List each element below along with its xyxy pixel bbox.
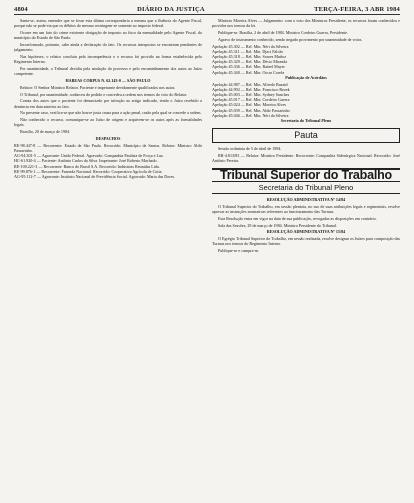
despachos-list: [14, 143, 202, 179]
left-column: [14, 18, 202, 503]
list-item: Apelação 44.992 — Rel. Min. Francisco Rezek: [212, 86, 290, 92]
paragraph: Publique-se. Brasília, 2 de abril de 1984. Ministro Cordeiro Guerra, Presidente.: [218, 30, 348, 35]
section-heading: RESOLUÇÃO ADMINISTRATIVA Nº 14/84: [266, 197, 346, 203]
list-item: AG-94.301-5 — Agravante: União Federal. Agravado: Companhia Paulista de Força e Luz.: [14, 153, 164, 159]
section-heading: HABEAS CORPUS N. 62.143-0 — SÃO PAULO: [65, 78, 151, 83]
secretaria-heading: Secretaria do Tribunal Pleno: [212, 182, 400, 194]
paragraph: Inconformado, portanto, cabe ainda a declaração do fato. Os recursos interpostos se encontram pendentes de julgamento.: [14, 42, 202, 53]
list-item: Apelação 44.987 — Rel. Min. Alfredo Buzaid: [212, 81, 288, 87]
paragraph: Relator: O Senhor Ministro Relator. Paciente e impetrante devidamente qualificados nos autos.: [20, 84, 176, 90]
list-item: Apelação 45.039 — Rel. Min. Aldir Passarinho: [212, 107, 290, 113]
list-item: RE-98.447-8 — Recorrente: Estado de São Paulo. Recorrido: Município de Santos. Relator: Ministro Aldir Passarinho.: [14, 142, 202, 153]
list-item: AG-95.112-7 — Agravante: Instituto Nacional de Previdência Social. Agravado: Maria das Dores.: [14, 174, 176, 179]
issue-date: TERÇA-FEIRA, 3 ABR 1984: [314, 6, 400, 13]
paragraph: Sala das Sessões, 29 de março de 1984. Ministro Presidente do Tribunal.: [218, 222, 337, 228]
paragraph: Esta Resolução entra em vigor na data de sua publicação, revogadas as disposições em contrário.: [218, 215, 377, 221]
paragraph: Publique-se e cumpra-se.: [218, 248, 260, 254]
paragraph: Agravo de instrumento conhecido, sendo negado provimento por unanimidade de votos.: [218, 36, 363, 42]
list-item: HC-61.920-4 — Paciente: Antônio Carlos da Silva. Impetrante: José Roberto Machado.: [14, 158, 158, 164]
right-column: [212, 18, 400, 503]
paragraph: Brasília, 20 de março de 1984.: [20, 129, 71, 135]
paragraph: Consta dos autos que o paciente foi denunciado por infração ao artigo indicado, tendo o Juízo recebido a denúncia em data anterior ao fato.: [14, 98, 202, 109]
list-item: Apelação 45.302 — Rel. Min. Néri da Silveira: [212, 43, 289, 49]
list-item: Apelação 45.329 — Rel. Min. Décio Miranda: [212, 59, 288, 65]
page-header: [14, 6, 400, 15]
paragraph: O Tribunal Superior do Trabalho, em sessão plenária, no uso de suas atribuições legais e regimentais, resolve aprovar as instruções normativas referentes ao funcionamento das Turmas.: [212, 203, 400, 215]
section-heading: Publicação de Acórdãos: [285, 74, 327, 80]
pauta-box: Pauta: [212, 128, 400, 143]
list-a: [212, 44, 400, 75]
paragraph: Nas hipóteses, o relator concluiu pela incompetência e o recurso foi provido na forma estabelecida pelo Regimento Interno.: [14, 54, 202, 65]
paragraph: Por unanimidade, o Tribunal decidiu pela anulação do processo e pelo encaminhamento dos autos ao Juízo competente.: [14, 66, 202, 77]
tst-title: Tribunal Superior do Trabalho: [212, 168, 400, 182]
list-item: Apelação 45.003 — Rel. Min. Sydney Sanches: [212, 92, 290, 98]
list-item: Apelação 45.336 — Rel. Min. Rafael Mayer: [212, 64, 285, 70]
page-number: 4804: [14, 6, 28, 13]
list-item: RE-99.876-1 — Recorrente: Fazenda Nacional. Recorrido: Cooperativa Agrícola de Cotia.: [14, 168, 163, 174]
paragraph: O Egrégio Tribunal Superior do Trabalho, em sessão realizada, resolve designar os Juízes para composição das Turmas nos termos do Regimento Interno.: [212, 236, 400, 247]
list-item: Apelação 45.311 — Rel. Min. Djaci Falcão: [212, 48, 284, 54]
paragraph: RR-4.813/83 — Relator: Ministro Presidente. Recorrente: Companhia Siderúrgica Nacional. Recorrido: José Antônio Pereira.: [212, 153, 400, 164]
signature-line: Secretaria do Tribunal Pleno: [280, 118, 332, 124]
list-b: [212, 82, 400, 118]
section-heading: DESPACHOS: [95, 135, 121, 141]
paragraph: Ocorre em um fato do crime existente obrigação de imposto ao fisco da mensalidade pelo Agente Fiscal, do município do Estado de São Paulo.: [14, 30, 202, 41]
paragraph: Não conhecido o recurso, comunique-se ao Juízo de origem e arquivem-se os autos após as formalidades legais.: [14, 117, 202, 128]
paragraph: No presente caso, verifica-se que não houve justa causa para a ação penal, razão pela qual se concede a ordem.: [20, 110, 202, 116]
paragraph: Santa-se, assim, entender que se fosse esta última corresponderia a mesma que a fluência do Agente Fiscal, porque não se pode-ria que os débitos do mesmo restringem-se somente ao imposto federal.: [14, 18, 202, 29]
list-item: Apelação 45.340 — Rel. Min. Oscar Corrêa: [212, 69, 285, 75]
list-item: Apelação 45.318 — Rel. Min. Soares Muñoz: [212, 54, 287, 59]
list-item: RE-100.221-3 — Recorrente: Banco do Brasil S.A. Recorrido: Indústrias Reunidas Ltda.: [14, 163, 160, 169]
list-item: Apelação 45.024 — Rel. Min. Moreira Alves: [212, 102, 287, 108]
paragraph: Ministro Moreira Alves — Julgamento: com o voto dos Ministros Presidente, os recursos foram conhecidos e providos nos termos da lei.: [212, 18, 400, 29]
section-heading: RESOLUÇÃO ADMINISTRATIVA Nº 15/84: [266, 229, 346, 235]
paragraph: O Tribunal, por unanimidade, conheceu do pedido e concedeu a ordem nos termos do voto do Relator.: [20, 91, 188, 97]
list-item: Apelação 45.046 — Rel. Min. Néri da Silveira: [212, 112, 289, 118]
list-item: Apelação 45.017 — Rel. Min. Cordeiro Guerra: [212, 97, 290, 103]
paragraph: Sessão ordinária de 5 de abril de 1984.: [218, 146, 282, 152]
journal-title: DIÁRIO DA JUSTIÇA: [137, 6, 205, 13]
